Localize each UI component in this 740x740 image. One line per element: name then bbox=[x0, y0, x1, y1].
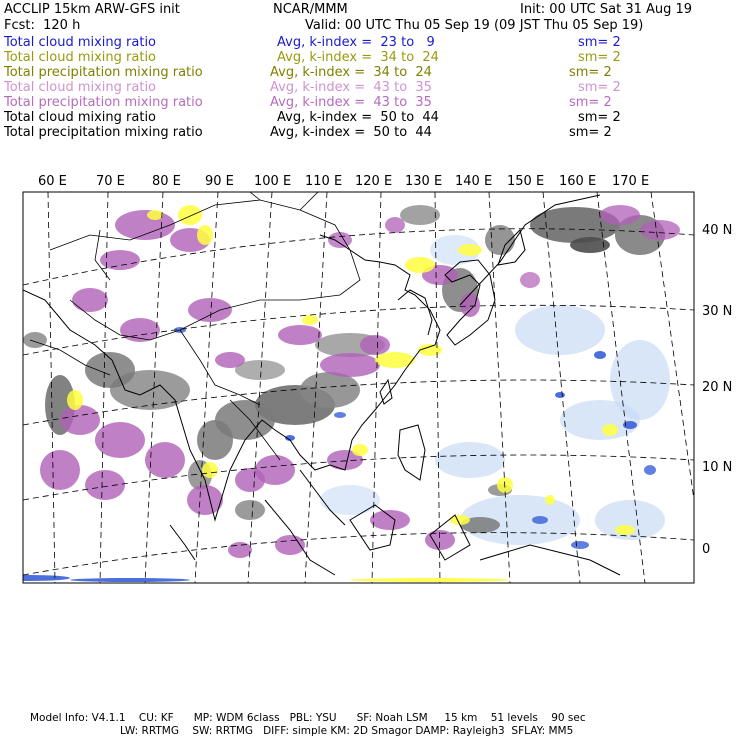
field-avg-range: Avg, k-index = 34 to 24 bbox=[277, 50, 439, 65]
model-info-line1: Model Info: V4.1.1 CU: KF MP: WDM 6class PBL: YSU SF: Noah LSM 15 km 51 levels 90 sec bbox=[30, 712, 586, 724]
longitude-label: 170 E bbox=[612, 174, 650, 189]
valid-time: Valid: 00 UTC Thu 05 Sep 19 (09 JST Thu 05 Sep 19) bbox=[305, 18, 644, 33]
field-smoothing: sm= 2 bbox=[578, 80, 621, 95]
latitude-labels bbox=[702, 223, 732, 557]
longitude-label: 140 E bbox=[455, 174, 493, 189]
shading-patch bbox=[545, 495, 555, 505]
field-name: Total precipitation mixing ratio bbox=[4, 95, 203, 110]
shading-patch bbox=[570, 237, 610, 253]
shading-patch bbox=[255, 455, 295, 485]
shading-patch bbox=[370, 510, 410, 530]
longitude-label: 150 E bbox=[507, 174, 545, 189]
shading-patch bbox=[602, 424, 618, 436]
field-name: Total cloud mixing ratio bbox=[4, 110, 157, 125]
field-name: Total precipitation mixing ratio bbox=[4, 125, 203, 140]
field-smoothing: sm= 2 bbox=[578, 35, 621, 50]
shading-patch bbox=[594, 351, 606, 359]
field-smoothing: sm= 2 bbox=[578, 50, 621, 65]
longitude-label: 130 E bbox=[405, 174, 443, 189]
model-title: ACCLIP 15km ARW-GFS init bbox=[4, 2, 180, 17]
shading-patch bbox=[418, 344, 442, 356]
shading-patch bbox=[571, 541, 589, 549]
longitude-labels bbox=[38, 174, 649, 189]
field-name: Total cloud mixing ratio bbox=[4, 35, 157, 50]
field-avg-range: Avg, k-index = 50 to 44 bbox=[270, 125, 432, 140]
field-smoothing: sm= 2 bbox=[569, 125, 612, 140]
shading-patch bbox=[320, 353, 380, 377]
shading-patch bbox=[640, 220, 680, 240]
field-avg-range: Avg, k-index = 43 to 35 bbox=[270, 80, 432, 95]
shading-patch bbox=[555, 392, 565, 398]
longitude-label: 60 E bbox=[38, 174, 67, 189]
shading-patch bbox=[215, 352, 245, 368]
shading-patch bbox=[405, 257, 435, 273]
field-name: Total precipitation mixing ratio bbox=[4, 65, 203, 80]
shading-patch bbox=[235, 500, 265, 520]
shading-patch bbox=[385, 217, 405, 233]
shading-patch bbox=[615, 525, 635, 535]
longitude-label: 100 E bbox=[254, 174, 292, 189]
field-smoothing: sm= 2 bbox=[569, 65, 612, 80]
shading-patch bbox=[100, 250, 140, 270]
longitude-label: 110 E bbox=[305, 174, 343, 189]
shading-patch bbox=[70, 578, 190, 582]
model-info-line2: LW: RRTMG SW: RRTMG DIFF: simple KM: 2D Smagor DAMP: Rayleigh3 SFLAY: MM5 bbox=[120, 725, 574, 737]
field-smoothing: sm= 2 bbox=[578, 110, 621, 125]
shading-patch bbox=[67, 390, 83, 410]
longitude-label: 120 E bbox=[355, 174, 393, 189]
longitude-label: 80 E bbox=[152, 174, 181, 189]
shading-patch bbox=[202, 462, 218, 478]
latitude-label: 0 bbox=[702, 542, 711, 557]
shading-patch bbox=[40, 450, 80, 490]
shading-patch bbox=[228, 542, 252, 558]
latitude-label: 20 N bbox=[702, 380, 733, 395]
shading-patch bbox=[375, 352, 415, 368]
shading-patch bbox=[197, 225, 213, 245]
latitude-label: 40 N bbox=[702, 223, 733, 238]
field-smoothing: sm= 2 bbox=[569, 95, 612, 110]
shading-patch bbox=[115, 210, 175, 240]
shading-patch bbox=[400, 205, 440, 225]
shading-patch bbox=[360, 335, 390, 355]
center-label: NCAR/MMM bbox=[273, 2, 348, 17]
shading-patch bbox=[85, 352, 135, 388]
longitude-label: 90 E bbox=[205, 174, 234, 189]
shading-patch bbox=[320, 485, 380, 515]
shading-patch bbox=[610, 340, 670, 420]
shading-patch bbox=[600, 205, 640, 225]
latitude-label: 30 N bbox=[702, 304, 733, 319]
shading-patch bbox=[188, 298, 232, 322]
field-name: Total cloud mixing ratio bbox=[4, 50, 157, 65]
shading-patch bbox=[302, 315, 318, 325]
shading-patch bbox=[85, 470, 125, 500]
shading-patch bbox=[60, 405, 100, 435]
shading-patch bbox=[435, 442, 505, 478]
shading-patch bbox=[72, 288, 108, 312]
shading-patch bbox=[458, 244, 482, 256]
shading-patch bbox=[300, 372, 360, 408]
shading-patch bbox=[532, 516, 548, 524]
latitude-label: 10 N bbox=[702, 460, 733, 475]
field-avg-range: Avg, k-index = 23 to 9 bbox=[277, 35, 435, 50]
shading-patch bbox=[23, 332, 47, 348]
field-name: Total cloud mixing ratio bbox=[4, 80, 157, 95]
init-time: Init: 00 UTC Sat 31 Aug 19 bbox=[520, 2, 693, 17]
forecast-hour: Fcst: 120 h bbox=[4, 18, 81, 33]
shading-patch bbox=[147, 210, 163, 220]
field-avg-range: Avg, k-index = 34 to 24 bbox=[270, 65, 432, 80]
shading-patch bbox=[350, 578, 510, 582]
shading-patch bbox=[425, 530, 455, 550]
field-avg-range: Avg, k-index = 43 to 35 bbox=[270, 95, 432, 110]
shading-patch bbox=[178, 205, 202, 225]
longitude-label: 160 E bbox=[559, 174, 597, 189]
longitude-label: 70 E bbox=[96, 174, 125, 189]
shading-patch bbox=[334, 412, 346, 418]
shading-patch bbox=[352, 444, 368, 456]
shading-patch bbox=[328, 232, 352, 248]
shading-patch bbox=[520, 272, 540, 288]
shading-patch bbox=[278, 325, 322, 345]
shading-patch bbox=[644, 465, 656, 475]
shading-patch bbox=[515, 305, 605, 355]
field-avg-range: Avg, k-index = 50 to 44 bbox=[277, 110, 439, 125]
